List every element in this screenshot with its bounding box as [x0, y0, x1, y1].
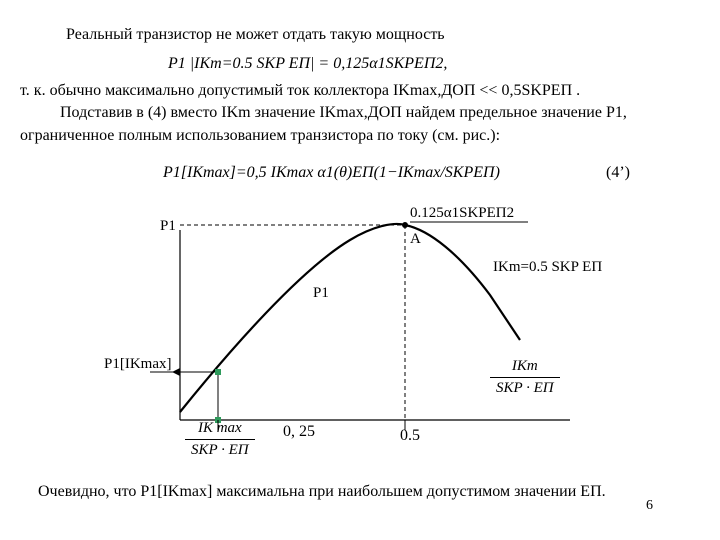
- limited-power-line: ограниченное полным использованием транзистора по току (см. рис.):: [20, 127, 501, 144]
- y-axis-label: P1: [160, 218, 176, 234]
- power-curve: [180, 224, 520, 412]
- fraction-ikmax: [185, 420, 255, 459]
- curve-name-label: P1: [313, 285, 329, 301]
- conclusion-line: Очевидно, что P1[IKmax] максимальна при наибольшем допустимом значении EП.: [38, 483, 606, 500]
- slide-number: 6: [646, 498, 653, 513]
- formula-max-power: P1 |IKm=0.5 SKP EП| = 0,125α1SKPEП2,: [168, 55, 448, 72]
- peak-point-a: [402, 222, 408, 228]
- imax-level-arrow: [172, 368, 180, 376]
- intro-line: Реальный транзистор не может отдать такую мощность: [66, 26, 445, 43]
- fraction-ikmax-denominator: SKP · EП: [185, 439, 255, 459]
- curve-argument-label: IKm=0.5 SKP EП: [493, 259, 603, 275]
- point-a-label: A: [410, 231, 421, 247]
- fraction-ikm-numerator: IKm: [511, 358, 538, 374]
- collector-current-line: т. к. обычно максимально допустимый ток коллектора IKmax,ДОП << 0,5SKPEП .: [20, 82, 581, 99]
- fraction-ikm: [490, 358, 560, 397]
- imax-power-label: P1[IKmax]: [104, 356, 172, 372]
- formula-limit-power: P1[IKmax]=0,5 IKmax α1(θ)EП(1−IKmax/SKPEП): [163, 164, 500, 181]
- imax-point: [215, 369, 221, 375]
- peak-value-label: 0.125α1SKPEП2: [410, 205, 515, 221]
- tick-025-label: 0, 25: [283, 423, 315, 440]
- tick-05-label: 0.5: [400, 427, 420, 444]
- fraction-ikmax-numerator: IK max: [197, 420, 242, 436]
- fraction-ikm-denominator: SKP · EП: [490, 377, 560, 397]
- substitution-line: Подставив в (4) вместо IKm значение IKmax,ДОП найдем предельное значение P1,: [60, 104, 627, 121]
- formula-number: (4’): [606, 164, 630, 181]
